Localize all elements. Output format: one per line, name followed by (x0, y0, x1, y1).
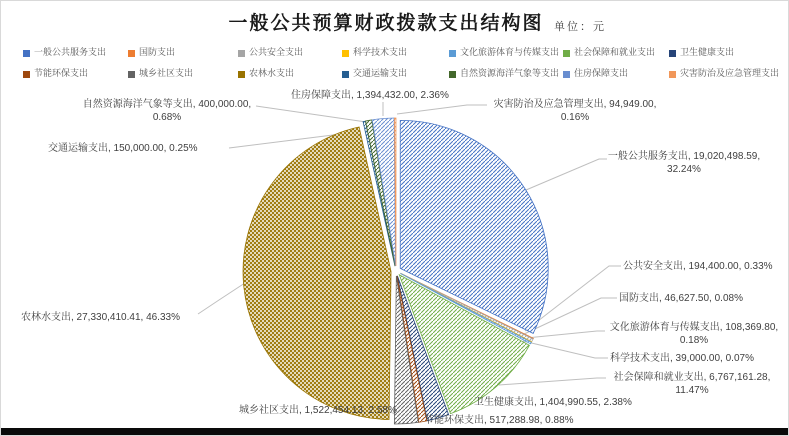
data-label-housing-security: 住房保障支出, 1,394,432.00, 2.36% (291, 90, 449, 101)
legend-label: 一般公共服务支出 (34, 47, 107, 57)
data-label-transportation: 交通运输支出, 150,000.00, 0.25% (48, 143, 198, 154)
pie-slice-9[interactable] (243, 127, 391, 420)
leader-line (198, 279, 251, 314)
legend-item-agriculture-forestry-water[interactable] (238, 66, 294, 80)
legend-swatch (23, 50, 30, 57)
legend-item-health[interactable] (669, 45, 734, 59)
data-label-urban-rural-community: 城乡社区支出, 1,522,454.13, 2.58% (239, 405, 397, 416)
legend-label: 农林水支出 (249, 68, 295, 78)
legend-swatch (342, 50, 349, 57)
leader-line (397, 105, 487, 114)
bottom-edge-bar (1, 428, 788, 435)
legend-label: 灾害防治及应急管理支出 (680, 68, 780, 78)
data-label-culture-tourism-media: 文化旅游体育与传媒支出, 108,369.80, 0.18% (609, 322, 779, 346)
legend-item-energy-environment[interactable] (23, 66, 88, 80)
data-label-energy-environment: 节能环保支出, 517,288.98, 0.88% (424, 415, 574, 426)
leader-line (499, 378, 606, 385)
data-label-public-security: 公共安全支出, 194,400.00, 0.33% (623, 261, 773, 272)
data-label-health: 卫生健康支出, 1,404,990.55, 2.38% (474, 397, 632, 408)
legend-label: 城乡社区支出 (139, 68, 194, 78)
legend-swatch (238, 71, 245, 78)
leader-line (256, 106, 373, 123)
legend-item-culture-tourism-media[interactable] (449, 45, 559, 59)
legend-swatch (449, 71, 456, 78)
legend-swatch (342, 71, 349, 78)
legend-label: 节能环保支出 (34, 68, 89, 78)
data-label-social-security-employment: 社会保障和就业支出, 6,767,161.28, 11.47% (613, 372, 771, 396)
leader-line (523, 341, 608, 358)
leader-line (526, 331, 605, 338)
legend-item-general-public-service[interactable] (23, 45, 106, 59)
legend-swatch (238, 50, 245, 57)
legend-item-disaster-prevention[interactable] (669, 66, 779, 80)
legend-item-social-security-employment[interactable] (563, 45, 655, 59)
legend-swatch (449, 50, 456, 57)
legend-swatch (128, 71, 135, 78)
legend-item-science-technology[interactable] (342, 45, 407, 59)
legend-item-housing-security[interactable] (563, 66, 628, 80)
legend-label: 自然资源海洋气象等支出 (460, 68, 560, 78)
data-label-science-technology: 科学技术支出, 39,000.00, 0.07% (610, 353, 754, 364)
legend-label: 社会保障和就业支出 (574, 47, 656, 57)
legend-item-transportation[interactable] (342, 66, 407, 80)
legend-label: 卫生健康支出 (680, 47, 735, 57)
legend-item-public-security[interactable] (238, 45, 303, 59)
data-label-general-public-service: 一般公共服务支出, 19,020,498.59, 32.24% (607, 151, 761, 175)
data-label-natural-resources-ocean-weather: 自然资源海洋气象等支出, 400,000.00, 0.68% (82, 99, 252, 123)
legend-item-national-defense[interactable] (128, 45, 175, 59)
legend-label: 科学技术支出 (353, 47, 408, 57)
legend-label: 文化旅游体育与传媒支出 (460, 47, 560, 57)
unit-label: 单位：元 (554, 21, 606, 33)
legend-swatch (128, 50, 135, 57)
chart-title: 一般公共预算财政拨款支出结构图 (228, 13, 544, 34)
legend-swatch (669, 71, 676, 78)
legend-label: 国防支出 (139, 47, 176, 57)
legend-swatch (563, 50, 570, 57)
legend-swatch (563, 71, 570, 78)
legend-swatch (23, 71, 30, 78)
leader-line (526, 159, 607, 190)
legend-item-natural-resources-ocean-weather[interactable] (449, 66, 559, 80)
data-label-disaster-prevention: 灾害防治及应急管理支出, 94,949.00, 0.16% (493, 99, 657, 123)
data-label-agriculture-forestry-water: 农林水支出, 27,330,410.41, 46.33% (21, 312, 180, 323)
data-label-national-defense: 国防支出, 46,627.50, 0.08% (619, 293, 743, 304)
legend-label: 住房保障支出 (574, 68, 629, 78)
legend-item-urban-rural-community[interactable] (128, 66, 193, 80)
legend-swatch (669, 50, 676, 57)
legend-label: 公共安全支出 (249, 47, 304, 57)
legend-label: 交通运输支出 (353, 68, 408, 78)
